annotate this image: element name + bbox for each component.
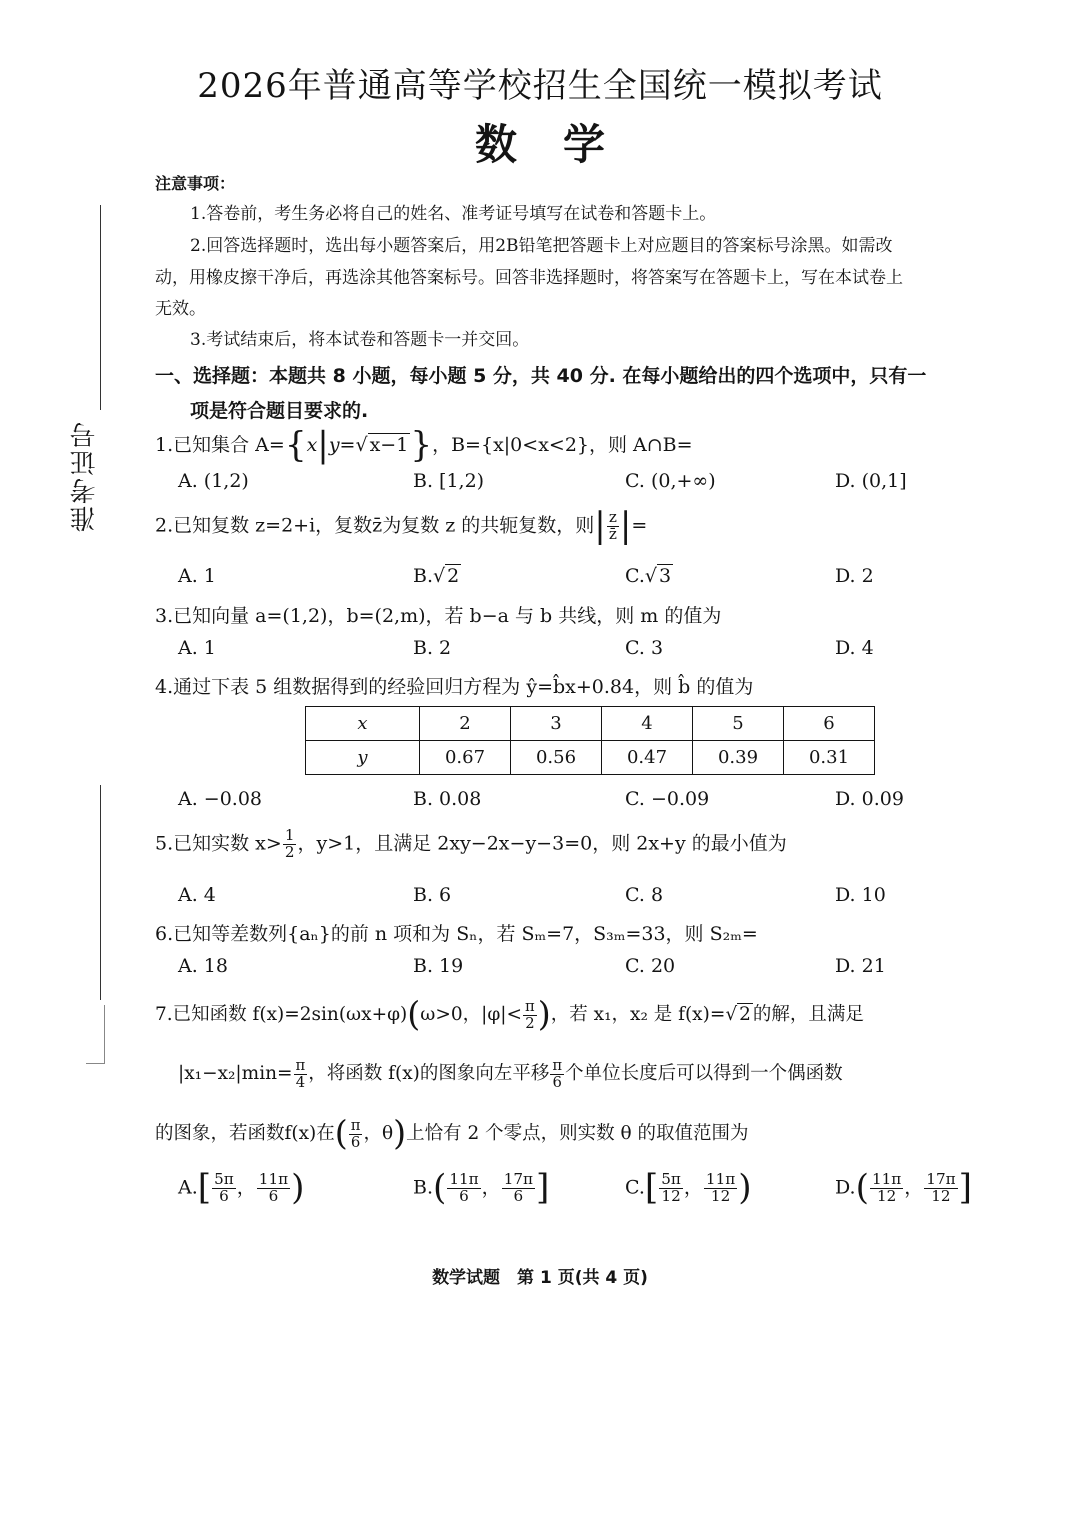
table-cell: 0.31 bbox=[784, 741, 875, 775]
question-7-stem-line-1: 7.已知函数 f(x)=2sin(ωx+φ)(ω>0，|φ|< $\frac{\pi}{2}$ )，若 x₁，x₂ 是 f(x)=√ 2 的解，且满足 bbox=[155, 994, 864, 1034]
table-cell: 5 bbox=[693, 707, 784, 741]
question-2-option-a: A. 1 bbox=[178, 565, 216, 587]
question-6-option-a: A. 18 bbox=[178, 955, 228, 977]
table-cell: 0.47 bbox=[602, 741, 693, 775]
table-cell: 0.56 bbox=[511, 741, 602, 775]
note-3: 3.考试结束后，将本试卷和答题卡一并交回。 bbox=[190, 330, 530, 350]
question-3-option-a: A. 1 bbox=[178, 637, 216, 659]
question-5-option-b: B. 6 bbox=[413, 884, 452, 906]
section-heading-line-1: 一、选择题：本题共 8 小题，每小题 5 分，共 40 分. 在每小题给出的四个选项中，只有一 bbox=[155, 365, 927, 387]
question-3-option-b: B. 2 bbox=[413, 637, 452, 659]
question-6-stem: 6.已知等差数列{aₙ}的前 n 项和为 Sₙ，若 Sₘ=7，S₃ₘ=33，则 S₂ₘ= bbox=[155, 923, 758, 945]
question-7-stem-line-3: 的图象，若函数f(x)在( $\frac{\pi}{6}$ ，θ)上恰有 2 个零点，则实数 θ 的取值范围为 bbox=[155, 1113, 749, 1153]
binding-line-bottom bbox=[100, 785, 101, 1000]
table-row-y bbox=[306, 741, 875, 775]
table-cell: 0.39 bbox=[693, 741, 784, 775]
note-2-line-1: 2.回答选择题时，选出每小题答案后，用2B铅笔把答题卡上对应题目的答案标号涂黑。如需改 bbox=[190, 236, 893, 256]
question-5-option-c: C. 8 bbox=[625, 884, 664, 906]
table-cell: 4 bbox=[602, 707, 693, 741]
section-heading-line-2: 项是符合题目要求的. bbox=[190, 400, 369, 422]
question-5-option-a: A. 4 bbox=[178, 884, 216, 906]
table-header-x: x bbox=[306, 707, 420, 741]
question-3-option-d: D. 4 bbox=[835, 637, 874, 659]
table-cell: 0.67 bbox=[420, 741, 511, 775]
question-7-option-d: D.( $\frac{11\pi}{12}$ ， $\frac{17\pi}{12}$ ] bbox=[835, 1167, 972, 1208]
exam-id-label: 准考证号 bbox=[70, 420, 100, 532]
question-1-option-b: B. [1,2) bbox=[413, 470, 485, 492]
note-2-line-3: 无效。 bbox=[155, 299, 206, 319]
question-6-option-d: D. 21 bbox=[835, 955, 886, 977]
question-2-option-b: B.√ 2 bbox=[413, 565, 460, 587]
binding-line-top bbox=[100, 205, 101, 410]
question-7-stem-line-2: |x₁−x₂|min= $\frac{\pi}{4}$ ，将函数 f(x)的图象向左平移 $\frac{\pi}{6}$ 个单位长度后可以得到一个偶函数 bbox=[178, 1057, 843, 1091]
question-4-stem: 4.通过下表 5 组数据得到的经验回归方程为 ŷ=b̂x+0.84，则 b̂ 的值为 bbox=[155, 676, 754, 698]
question-5-stem: 5.已知实数 x> $\frac{1}{2}$ ，y>1，且满足 2xy−2x−y−3=0，则 2x+y 的最小值为 bbox=[155, 826, 787, 861]
question-7-option-c: C.[ $\frac{5\pi}{12}$ ， $\frac{11\pi}{12}$ ) bbox=[625, 1167, 752, 1208]
page-footer: 数学试题 第 1 页(共 4 页) bbox=[432, 1268, 648, 1288]
note-2-line-2: 动，用橡皮擦干净后，再选涂其他答案标号。回答非选择题时，将答案写在答题卡上，写在本试卷上 bbox=[155, 268, 903, 288]
question-2-stem: 2.已知复数 z=2+i，复数z̄为复数 z 的共轭复数，则| $\frac{z}{z̄}$ |= bbox=[155, 505, 648, 546]
question-5-option-d: D. 10 bbox=[835, 884, 886, 906]
question-1-option-a: A. (1,2) bbox=[178, 470, 249, 492]
exam-title: 2026年普通高等学校招生全国统一模拟考试 bbox=[197, 66, 883, 106]
question-1-option-d: D. (0,1] bbox=[835, 470, 907, 492]
table-row-x bbox=[306, 707, 875, 741]
question-7-option-a: A.[ $\frac{5\pi}{6}$ ， $\frac{11\pi}{6}$ ) bbox=[178, 1167, 305, 1208]
question-1-option-c: C. (0,+∞) bbox=[625, 470, 716, 492]
table-cell: 3 bbox=[511, 707, 602, 741]
question-6-option-b: B. 19 bbox=[413, 955, 464, 977]
note-1: 1.答卷前，考生务必将自己的姓名、准考证号填写在试卷和答题卡上。 bbox=[190, 204, 717, 224]
question-4-option-d: D. 0.09 bbox=[835, 788, 904, 810]
question-2-option-d: D. 2 bbox=[835, 565, 874, 587]
question-7-option-b: B.( $\frac{11\pi}{6}$ ， $\frac{17\pi}{6}$ ] bbox=[413, 1167, 550, 1208]
question-3-option-c: C. 3 bbox=[625, 637, 664, 659]
question-4-option-a: A. −0.08 bbox=[178, 788, 263, 810]
notes-heading: 注意事项： bbox=[155, 174, 236, 193]
table-cell: 2 bbox=[420, 707, 511, 741]
question-1-stem: 1.已知集合 A={x|y=√ x−1}，B={x|0<x<2}，则 A∩B= bbox=[155, 425, 693, 466]
question-3-stem: 3.已知向量 a=(1,2)，b=(2,m)，若 b−a 与 b 共线，则 m 的值为 bbox=[155, 605, 722, 627]
table-cell: 6 bbox=[784, 707, 875, 741]
question-4-option-c: C. −0.09 bbox=[625, 788, 710, 810]
question-4-option-b: B. 0.08 bbox=[413, 788, 482, 810]
regression-data-table bbox=[305, 706, 875, 775]
question-2-option-c: C.√ 3 bbox=[625, 565, 672, 587]
cut-mark bbox=[86, 1005, 105, 1064]
table-header-y: y bbox=[306, 741, 420, 775]
subject-title: 数学 bbox=[474, 120, 651, 169]
question-6-option-c: C. 20 bbox=[625, 955, 676, 977]
